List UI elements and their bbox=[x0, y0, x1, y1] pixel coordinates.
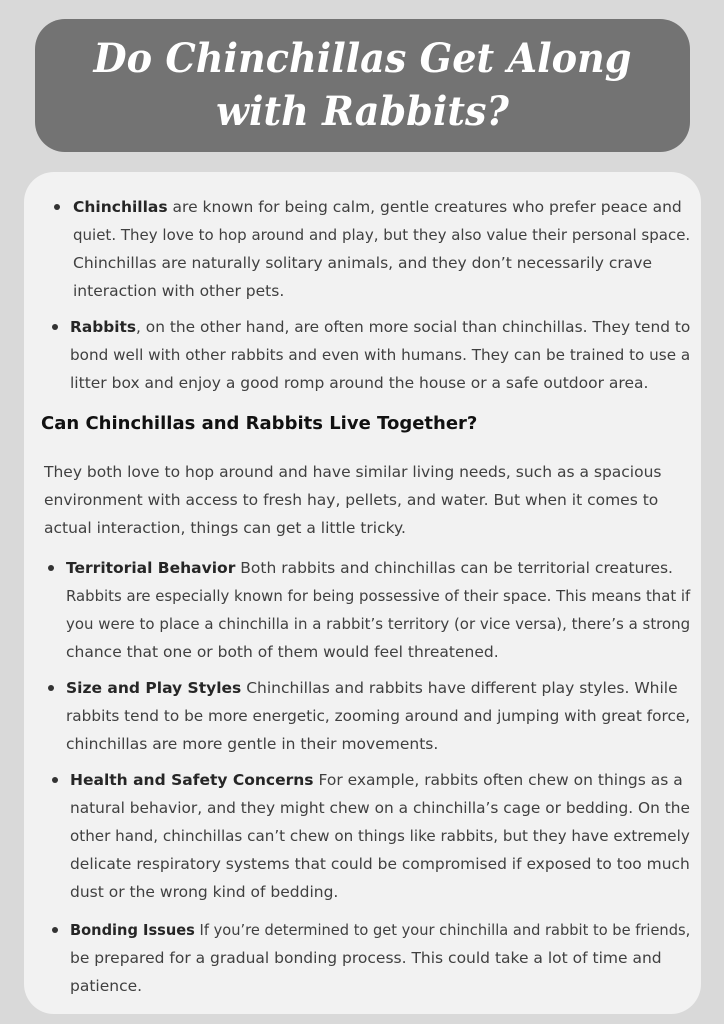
bullet-dot bbox=[48, 685, 54, 691]
bullet-line: Size and Play Styles Chinchillas and rabbits have different play styles. While bbox=[66, 679, 678, 697]
bullet-dot bbox=[52, 324, 58, 330]
paragraph-line: environment with access to fresh hay, pellets, and water. But when it comes to bbox=[44, 491, 659, 509]
bullet-line: Rabbits are especially known for being possessive of their space. This means that if bbox=[66, 587, 691, 605]
bullet-line: Bonding Issues If you’re determined to get your chinchilla and rabbit to be friends, bbox=[70, 921, 691, 939]
bullet-term: Size and Play Styles bbox=[66, 679, 242, 697]
bullet-line: bond well with other rabbits and even with humans. They can be trained to use a bbox=[70, 346, 691, 364]
bullet-term: Rabbits bbox=[70, 318, 137, 336]
bullet-line: Health and Safety Concerns For example, rabbits often chew on things as a bbox=[70, 771, 683, 789]
section-heading: Can Chinchillas and Rabbits Live Together? bbox=[41, 413, 478, 434]
bullet-line: chinchillas are more gentle in their movements. bbox=[66, 735, 439, 753]
bullet-line: delicate respiratory systems that could be compromised if exposed to too much bbox=[70, 855, 690, 873]
bullet-line: natural behavior, and they might chew on a chinchilla’s cage or bedding. On the bbox=[70, 799, 690, 817]
bullet-line: be prepared for a gradual bonding process. This could take a lot of time and bbox=[70, 949, 662, 967]
bullet-line: Chinchillas are known for being calm, gentle creatures who prefer peace and bbox=[73, 198, 682, 216]
bullet-line: interaction with other pets. bbox=[73, 282, 285, 300]
title-banner bbox=[35, 19, 690, 152]
page-title-line-2: with Rabbits? bbox=[216, 88, 509, 135]
bullet-dot bbox=[52, 927, 58, 933]
bullet-term: Bonding Issues bbox=[70, 921, 195, 939]
bullet-line: dust or the wrong kind of bedding. bbox=[70, 883, 339, 901]
bullet-line: quiet. They love to hop around and play, but they also value their personal space. bbox=[73, 226, 691, 244]
bullet-term: Health and Safety Concerns bbox=[70, 771, 314, 789]
paragraph-line: actual interaction, things can get a little tricky. bbox=[44, 519, 406, 537]
bullet-line: rabbits tend to be more energetic, zooming around and jumping with great force, bbox=[66, 707, 691, 725]
bullet-line: you were to place a chinchilla in a rabbit’s territory (or vice versa), there’s a strong bbox=[66, 615, 691, 633]
bullet-line: Chinchillas are naturally solitary animals, and they don’t necessarily crave bbox=[73, 254, 652, 272]
bullet-dot bbox=[48, 565, 54, 571]
bullet-line: litter box and enjoy a good romp around the house or a safe outdoor area. bbox=[70, 374, 649, 392]
bullet-term: Territorial Behavior bbox=[66, 559, 236, 577]
bullet-line: patience. bbox=[70, 977, 143, 995]
bullet-line: Territorial Behavior Both rabbits and chinchillas can be territorial creatures. bbox=[66, 559, 673, 577]
bullet-line: chance that one or both of them would feel threatened. bbox=[66, 643, 499, 661]
bullet-term: Chinchillas bbox=[73, 198, 168, 216]
bullet-line: other hand, chinchillas can’t chew on things like rabbits, but they have extremely bbox=[70, 827, 690, 845]
bullet-dot bbox=[52, 777, 58, 783]
page-title-line-1: Do Chinchillas Get Along bbox=[93, 35, 632, 82]
bullet-dot bbox=[54, 204, 60, 210]
paragraph-line: They both love to hop around and have similar living needs, such as a spacious bbox=[44, 463, 662, 481]
bullet-line: Rabbits, on the other hand, are often more social than chinchillas. They tend to bbox=[70, 318, 691, 336]
